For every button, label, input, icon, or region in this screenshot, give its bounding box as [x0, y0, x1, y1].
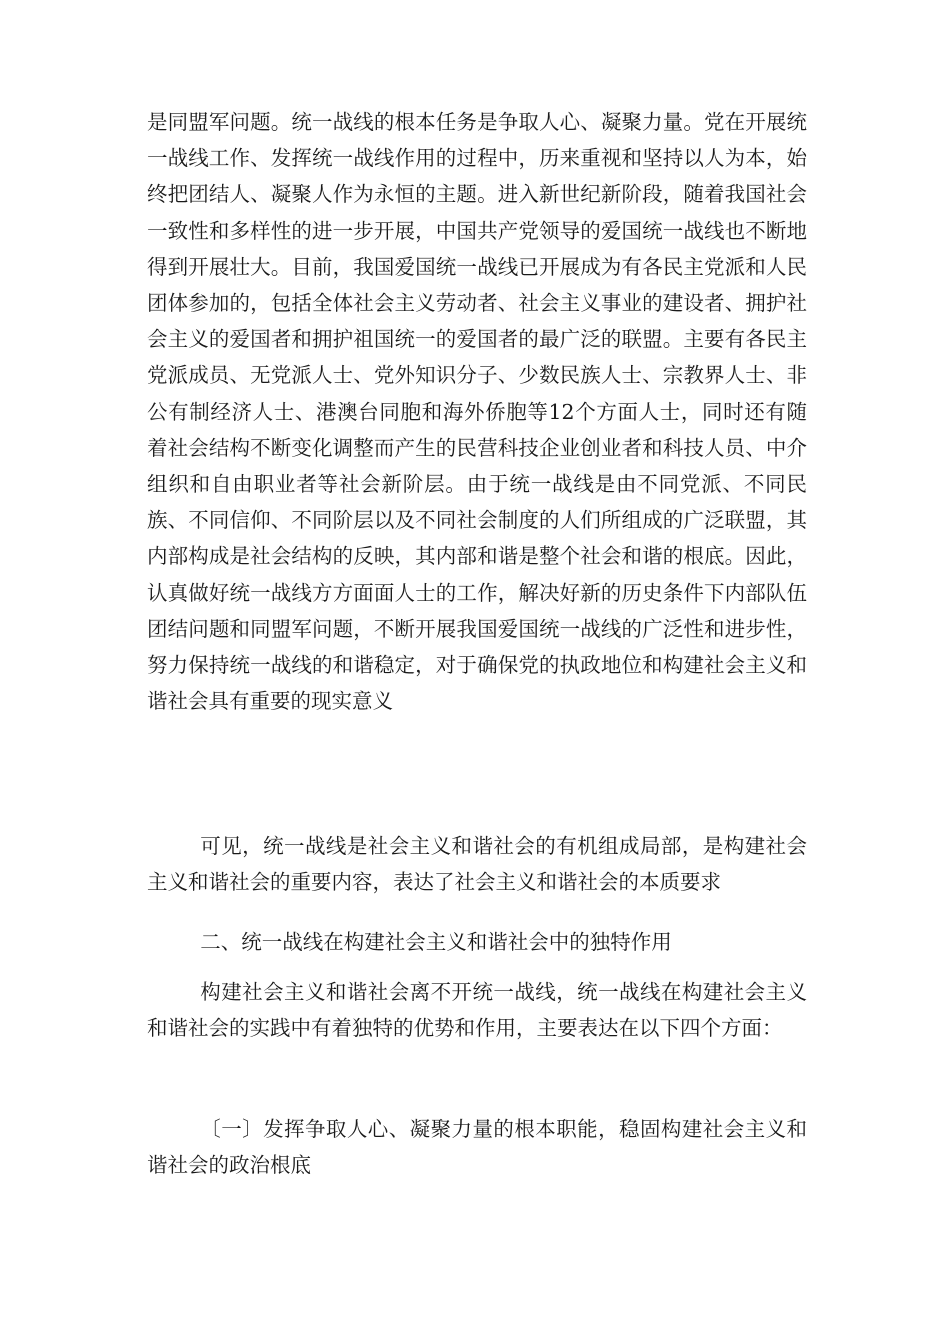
section-heading: 二、统一战线在构建社会主义和谐社会中的独特作用	[200, 930, 672, 954]
body-paragraph-conclusion: 可见，统一战线是社会主义和谐社会的有机组成局部，是构建社会主义和谐社会的重要内容，表达了社会主义和谐社会的本质要求	[147, 834, 807, 895]
body-paragraph-intro: 构建社会主义和谐社会离不开统一战线，统一战线在构建社会主义和谐社会的实践中有着独特的优势和作用，主要表达在以下四个方面：	[147, 980, 807, 1041]
subsection-heading: 〔一〕发挥争取人心、凝聚力量的根本职能，稳固构建社会主义和谐社会的政治根底	[147, 1117, 807, 1178]
body-paragraph-continuation: 是同盟军问题。统一战线的根本任务是争取人心、凝聚力量。党在开展统一战线工作、发挥统一战线作用的过程中，历来重视和坚持以人为本，始终把团结人、凝聚人作为永恒的主题。进入新世纪新阶段，随着我国社会一致性和多样性的进一步开展，中国共产党领导的爱国统一战线也不断地得到开展壮大。目前，我国爱国统一战线已开展成为有各民主党派和人民团体参加的，包括全体社会主义劳动者、社会主义事业的建设者、拥护社会主义的爱国者和拥护祖国统一的爱国者的最广泛的联盟。主要有各民主党派成员、无党派人士、党外知识分子、少数民族人士、宗教界人士、非公有制经济人士、港澳台同胞和海外侨胞等12个方面人士，同时还有随着社会结构不断变化调整而产生的民营科技企业创业者和科技人员、中介组织和自由职业者等社会新阶层。由于统一战线是由不同党派、不同民族、不同信仰、不同阶层以及不同社会制度的人们所组成的广泛联盟，其内部构成是社会结构的反映，其内部和谐是整个社会和谐的根底。因此，认真做好统一战线方方面面人士的工作，解决好新的历史条件下内部队伍团结问题和同盟军问题，不断开展我国爱国统一战线的广泛性和进步性，努力保持统一战线的和谐稳定，对于确保党的执政地位和构建社会主义和谐社会具有重要的现实意义	[147, 110, 807, 714]
